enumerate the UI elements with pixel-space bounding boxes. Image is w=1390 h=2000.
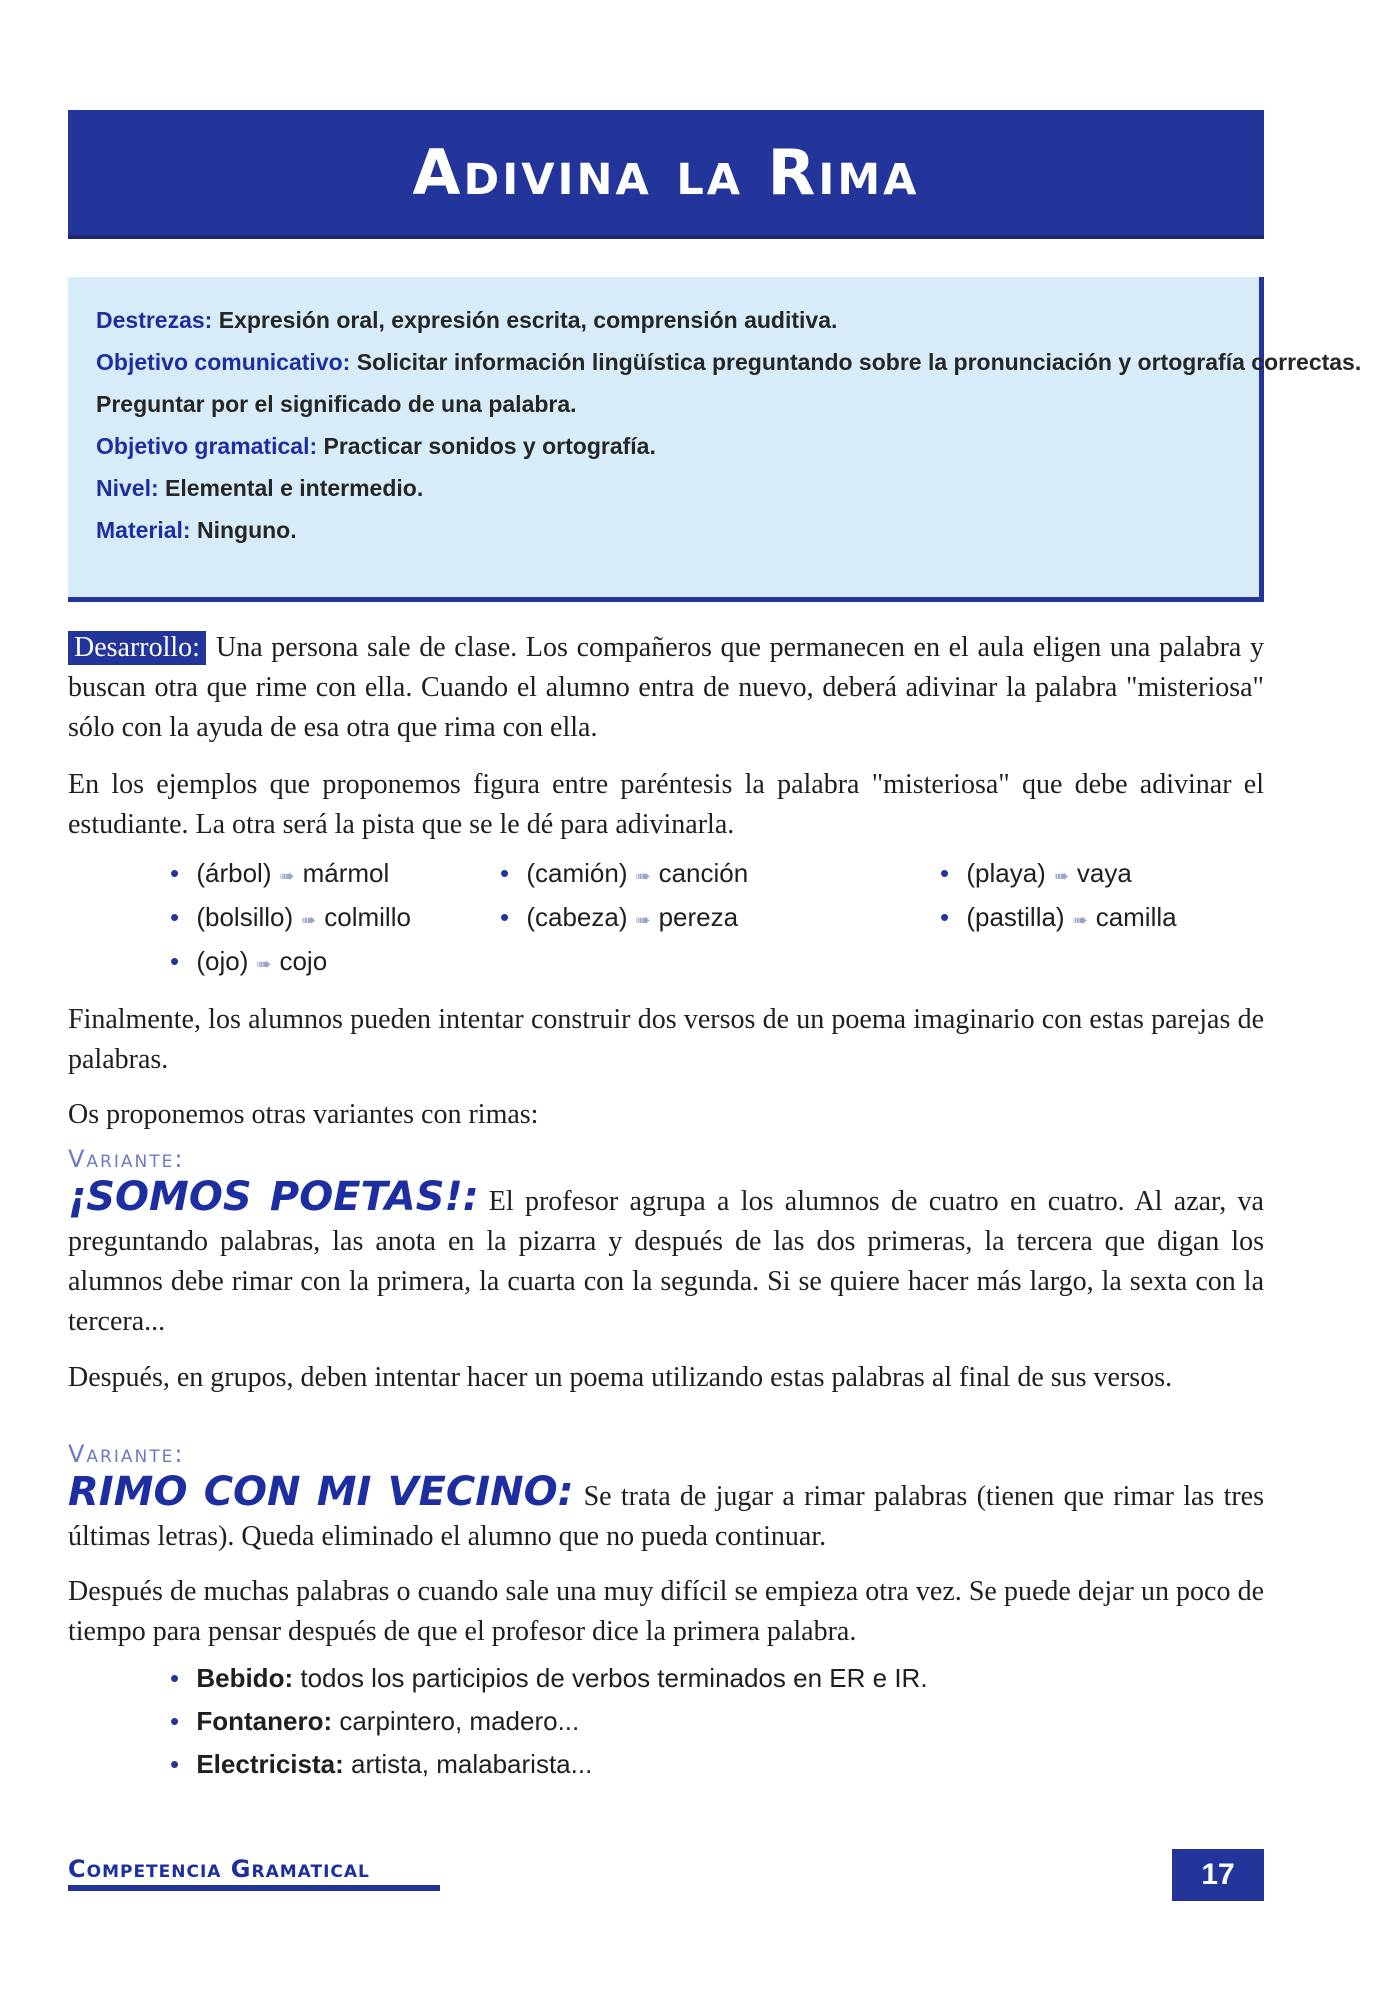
variant2-paragraph bbox=[68, 1469, 1264, 1557]
example-clue-word: pereza bbox=[658, 902, 739, 932]
footer-section-title: Competencia Gramatical bbox=[68, 1855, 440, 1891]
arrow-icon: ➠ bbox=[1072, 910, 1088, 930]
page-number: 17 bbox=[1172, 1849, 1264, 1901]
example-item bbox=[940, 902, 1177, 933]
proponemos-paragraph: Os proponemos otras variantes con rimas: bbox=[68, 1099, 539, 1130]
desarrollo-paragraph bbox=[68, 628, 1264, 748]
nivel-line bbox=[96, 467, 1231, 509]
arrow-icon: ➠ bbox=[1053, 866, 1069, 886]
bullet-text: artista, malabarista... bbox=[350, 1749, 593, 1779]
objetivo-comunicativo-label: Objetivo comunicativo: bbox=[96, 349, 351, 375]
destrezas-label: Destrezas: bbox=[96, 307, 213, 333]
example-hidden-word: (ojo) bbox=[196, 946, 249, 976]
finalmente-paragraph: Finalmente, los alumnos pueden intentar construir dos versos de un poema imaginario con estas parejas de palabras. bbox=[68, 1004, 1264, 1075]
example-clue-word: colmillo bbox=[324, 902, 411, 932]
arrow-icon: ➠ bbox=[256, 954, 272, 974]
objetivo-gramatical-line bbox=[96, 425, 1231, 467]
objetivo-comunicativo-value: Solicitar información lingüística preguntando sobre la pronunciación y ortografía correctas. bbox=[356, 349, 1362, 375]
example-hidden-word: (pastilla) bbox=[966, 902, 1065, 932]
example-item bbox=[170, 902, 411, 933]
variant-label: Variante: bbox=[68, 1440, 185, 1468]
list-item bbox=[170, 1743, 928, 1786]
bullet-term: Fontanero: bbox=[196, 1706, 333, 1736]
arrow-icon: ➠ bbox=[635, 866, 651, 886]
example-clue-word: canción bbox=[658, 858, 749, 888]
objetivo-gramatical-label: Objetivo gramatical: bbox=[96, 433, 318, 459]
objetivo-comunicativo-line bbox=[96, 341, 1362, 383]
examples-intro-paragraph: En los ejemplos que proponemos figura entre paréntesis la palabra "misteriosa" que debe adivinar el estudiante. La otra será la pista que se le dé para adivinarla. bbox=[68, 769, 1264, 840]
objetivo-gramatical-value: Practicar sonidos y ortografía. bbox=[323, 433, 656, 459]
arrow-icon: ➠ bbox=[635, 910, 651, 930]
example-clue-word: mármol bbox=[302, 858, 390, 888]
variant2-paragraph-2: Después de muchas palabras o cuando sale una muy difícil se empieza otra vez. Se puede dejar un poco de tiempo para pensar después de que el profesor dice la primera palabra. bbox=[68, 1576, 1264, 1647]
list-item bbox=[170, 1657, 928, 1700]
example-item bbox=[170, 858, 389, 889]
example-item bbox=[170, 946, 327, 977]
desarrollo-label: Desarrollo: bbox=[68, 631, 206, 665]
example-hidden-word: (playa) bbox=[966, 858, 1046, 888]
variant2-title: RIMO CON MI VECINO: bbox=[68, 1469, 574, 1515]
objetivo-comunicativo-line-2 bbox=[96, 383, 1231, 425]
variant1-paragraph bbox=[68, 1174, 1264, 1342]
example-item bbox=[500, 902, 738, 933]
material-label: Material: bbox=[96, 517, 191, 543]
example-clue-word: camilla bbox=[1095, 902, 1177, 932]
example-clue-word: vaya bbox=[1076, 858, 1132, 888]
bullet-term: Electricista: bbox=[196, 1749, 344, 1779]
example-item bbox=[940, 858, 1132, 889]
variant1-paragraph-2: Después, en grupos, deben intentar hacer un poema utilizando estas palabras al final de sus versos. bbox=[68, 1362, 1173, 1393]
destrezas-value: Expresión oral, expresión escrita, comprensión auditiva. bbox=[218, 307, 838, 333]
variant-label: Variante: bbox=[68, 1145, 185, 1173]
arrow-icon: ➠ bbox=[279, 866, 295, 886]
activity-info-box bbox=[68, 277, 1362, 602]
page-title: Adivina la Rima bbox=[412, 136, 920, 209]
variant1-text: El profesor agrupa a los alumnos de cuatro en cuatro. Al azar, va preguntando palabras, las anota en la pizarra y después de las dos primeras, la tercera que digan los alumnos debe rimar con la primera, la cuarta con la segunda. Si se quiere hacer más largo, la sexta con la tercera... bbox=[68, 1186, 1264, 1337]
example-clue-word: cojo bbox=[279, 946, 328, 976]
variant2-text: Se trata de jugar a rimar palabras (tienen que rimar las tres últimas letras). Queda eliminado el alumno que no pueda continuar. bbox=[68, 1481, 1264, 1552]
objetivo-comunicativo-value-2: Preguntar por el significado de una palabra. bbox=[96, 391, 577, 417]
example-hidden-word: (bolsillo) bbox=[196, 902, 294, 932]
nivel-value: Elemental e intermedio. bbox=[165, 475, 424, 501]
example-hidden-word: (árbol) bbox=[196, 858, 272, 888]
bullet-text: todos los participios de verbos terminados en ER e IR. bbox=[300, 1663, 928, 1693]
bullet-list bbox=[170, 1657, 928, 1786]
example-hidden-word: (cabeza) bbox=[526, 902, 628, 932]
list-item bbox=[170, 1700, 928, 1743]
bullet-term: Bebido: bbox=[196, 1663, 294, 1693]
material-value: Ninguno. bbox=[196, 517, 297, 543]
example-item bbox=[500, 858, 748, 889]
variant1-title: ¡SOMOS POETAS!: bbox=[68, 1174, 479, 1220]
arrow-icon: ➠ bbox=[301, 910, 317, 930]
desarrollo-text: Una persona sale de clase. Los compañeros que permanecen en el aula eligen una palabra y buscan otra que rime con ella. Cuando el alumno entra de nuevo, deberá adivinar la palabra "misteriosa" sólo con la ayuda de esa otra que rima con ella. bbox=[68, 632, 1264, 743]
example-hidden-word: (camión) bbox=[526, 858, 628, 888]
bullet-text: carpintero, madero... bbox=[339, 1706, 580, 1736]
title-banner bbox=[68, 110, 1264, 239]
destrezas-line bbox=[96, 299, 1231, 341]
nivel-label: Nivel: bbox=[96, 475, 159, 501]
material-line bbox=[96, 509, 1231, 551]
